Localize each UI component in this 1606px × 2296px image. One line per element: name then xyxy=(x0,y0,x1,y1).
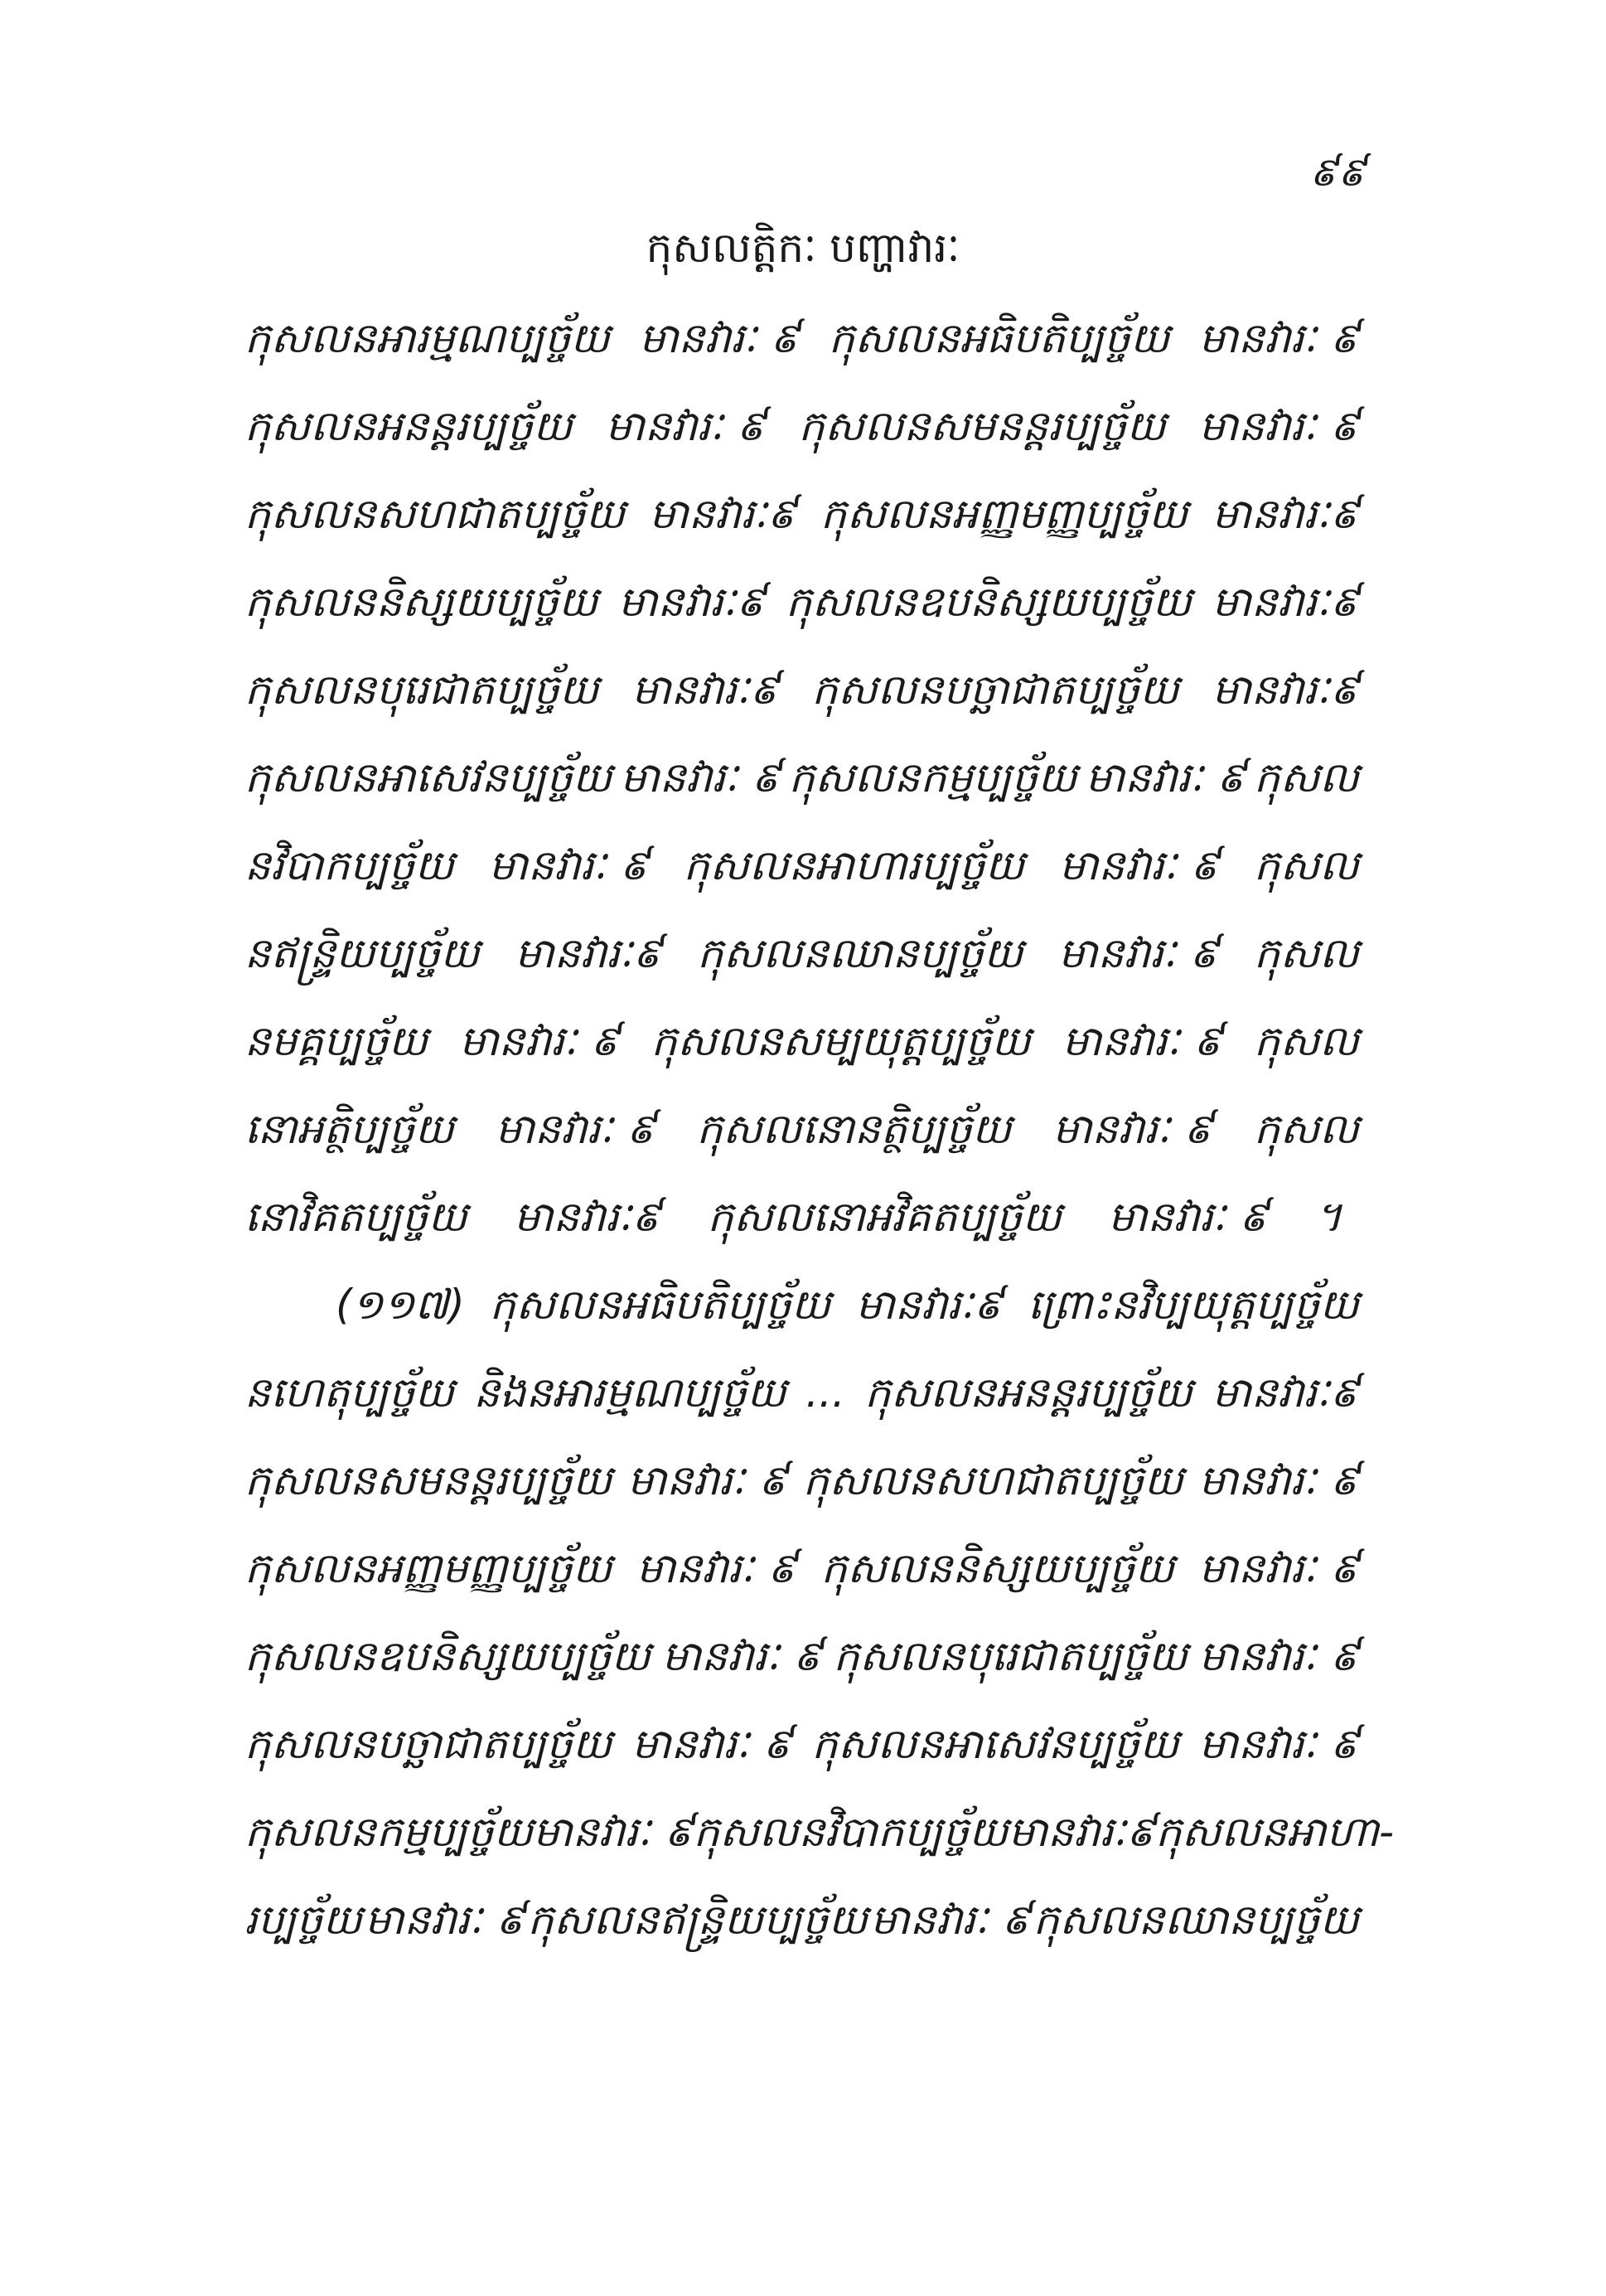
text-segment: មានវារៈ ៩ xyxy=(870,1896,1031,1944)
text-segment: កុសលនឧបនិស្សយប្បច្ច័យ xyxy=(785,578,1192,626)
text-line xyxy=(244,1184,1359,1272)
text-line xyxy=(244,832,1359,920)
text-segment: មានវារៈ ៩ xyxy=(620,753,781,802)
text-segment: កុសលនសហជាតប្បច្ច័យ xyxy=(244,490,626,538)
text-segment: កុសលនអាហារប្បច្ច័យ xyxy=(683,841,1025,889)
text-segment: កុសលននិស្សយប្បច្ច័យ xyxy=(820,1544,1175,1592)
text-segment: កុសលនអាសេវនប្បច្ច័យ xyxy=(811,1720,1179,1768)
text-line xyxy=(244,393,1359,481)
text-segment: មានវារៈ ៩ xyxy=(605,402,766,450)
text-line xyxy=(244,1447,1359,1535)
text-segment: មានវារៈ ៩ xyxy=(1198,1544,1359,1592)
text-segment: មានវារៈ ៩ xyxy=(1198,1632,1359,1680)
text-line xyxy=(244,1096,1359,1184)
text-segment: មានវារៈ ៩ xyxy=(661,1632,822,1680)
text-segment: ព្រោះនវិប្បយុត្តប្បច្ច័យ xyxy=(1028,1281,1359,1329)
text-line xyxy=(244,1008,1359,1096)
text-segment: កុសលនអញ្ញមញ្ញប្បច្ច័យ xyxy=(244,1544,612,1592)
text-segment: រប្បច្ច័យ xyxy=(244,1896,362,1944)
text-line xyxy=(244,1272,1359,1359)
paragraph-number: (១១៧) xyxy=(336,1281,465,1329)
text-segment: មានវារៈ ៩ xyxy=(364,1896,525,1944)
text-segment: កុសលនអនន្តរប្បច្ច័យ xyxy=(244,402,573,450)
text-segment: មានវារៈ ៩ xyxy=(1058,841,1220,889)
text-segment: មានវារៈ៩ xyxy=(1008,1808,1156,1856)
text-segment: មានវារៈ ៩ xyxy=(636,1544,797,1592)
text-segment: កុសលននិស្សយប្បច្ច័យ xyxy=(244,578,598,626)
text-segment: កុសលនកម្មប្បច្ច័យ xyxy=(788,753,1077,802)
text-line xyxy=(244,481,1359,569)
text-segment: មានវារៈ៩ xyxy=(1212,490,1359,538)
text-segment: កុសលនោអវិគតប្បច្ច័យ xyxy=(707,1193,1062,1241)
body-text xyxy=(244,305,1395,1974)
text-segment: កុសល xyxy=(1254,1017,1359,1065)
text-segment: នោវិគតប្បច្ច័យ xyxy=(244,1193,467,1241)
text-segment: មានវារៈ៩ xyxy=(1212,666,1359,714)
text-segment: កុសលនកម្មប្បច្ច័យ xyxy=(244,1808,534,1856)
text-segment: មានវារៈ៩ xyxy=(513,1193,661,1241)
text-segment: កុសលនអារម្មណប្បច្ច័យ xyxy=(244,314,610,362)
text-segment: កុសលនសម្បយុត្តប្បច្ច័យ xyxy=(651,1017,1031,1065)
text-segment: មានវារៈ ៩ xyxy=(1198,1456,1359,1504)
text-segment: មានវារៈ ៩ xyxy=(1062,1017,1223,1065)
text-line xyxy=(244,1711,1359,1799)
text-segment: មានវារៈ ៩ xyxy=(631,1720,792,1768)
text-segment: កុសល xyxy=(1254,929,1359,977)
text-line xyxy=(244,920,1359,1008)
text-segment: កុសលនបុរេជាតប្បច្ច័យ xyxy=(244,666,599,714)
text-segment: មានវារៈ ៩ xyxy=(495,1105,655,1153)
text-segment: មានវារៈ ៩ xyxy=(1198,314,1359,362)
text-segment: មានវារៈ ៩ xyxy=(1085,753,1246,802)
text-segment: កុសលនអាសេវនប្បច្ច័យ xyxy=(244,753,612,802)
text-segment: មានវារៈ៩ xyxy=(631,666,779,714)
text-segment: មានវារៈ ៩ xyxy=(1058,929,1219,977)
text-segment: នវិបាកប្បច្ច័យ xyxy=(244,841,454,889)
text-segment: កុសលនោនត្ថិប្បច្ច័យ xyxy=(696,1105,1012,1153)
text-segment: កុសល xyxy=(1254,1105,1359,1153)
text-line xyxy=(244,744,1359,832)
text-segment: កុសលនសហជាតប្បច្ច័យ xyxy=(802,1456,1184,1504)
text-segment: កុសលនឧបនិស្សយប្បច្ច័យ xyxy=(244,1632,651,1680)
text-segment: កុសលនសមនន្តរប្បច្ច័យ xyxy=(244,1456,612,1504)
text-line xyxy=(244,656,1359,744)
text-segment: នហេតុប្បច្ច័យ xyxy=(244,1368,454,1417)
text-segment: ។ xyxy=(1314,1193,1342,1241)
text-segment: កុសលនបុរេជាតប្បច្ច័យ xyxy=(833,1632,1188,1680)
text-segment: មានវារៈ៩ xyxy=(855,1281,1004,1329)
text-segment: មានវារៈ ៩ xyxy=(1052,1105,1213,1153)
text-segment: និងនអារម្មណប្បច្ច័យ xyxy=(473,1368,786,1417)
text-segment: មានវារៈ ៩ xyxy=(1198,402,1359,450)
text-line xyxy=(244,1887,1359,1974)
page-number: ៩៩ xyxy=(1309,149,1366,196)
text-line xyxy=(244,305,1359,393)
text-segment: កុសលនសមនន្តរប្បច្ច័យ xyxy=(798,402,1166,450)
text-segment: មានវារៈ៩ xyxy=(617,578,766,626)
text-segment: កុសលនបច្ឆាជាតប្បច្ច័យ xyxy=(244,1720,612,1768)
text-segment: កុសលនបច្ឆាជាតប្បច្ច័យ xyxy=(811,666,1179,714)
text-line xyxy=(244,569,1359,656)
text-segment: មានវារៈ៩ xyxy=(649,490,796,538)
text-segment: កុសលនវិបាកប្បច្ច័យ xyxy=(693,1808,1009,1856)
text-segment: នឥន្ទ្រិយប្បច្ច័យ xyxy=(244,929,480,977)
text-line xyxy=(244,1535,1359,1623)
text-segment: កុសលនអនន្តរប្បច្ច័យ xyxy=(864,1368,1192,1417)
text-segment: កុសលនអញ្ញមញ្ញប្បច្ច័យ xyxy=(820,490,1188,538)
text-segment: មានវារៈ ៩ xyxy=(459,1017,620,1065)
text-segment: កុសលនឈានប្បច្ច័យ xyxy=(1033,1896,1359,1944)
text-segment: មានវារៈ ៩ xyxy=(1107,1193,1269,1241)
text-segment: មានវារៈ ៩ xyxy=(488,841,650,889)
text-segment: នមគ្គប្បច្ច័យ xyxy=(244,1017,428,1065)
text-line xyxy=(244,1359,1359,1447)
text-line xyxy=(244,1799,1395,1887)
text-segment: កុសលនឈានប្បច្ច័យ xyxy=(697,929,1023,977)
page-title: កុសលត្តិកៈ បញ្ហាវារៈ xyxy=(646,224,960,272)
text-segment: កុសលនអធិបតិប្បច្ច័យ xyxy=(489,1281,831,1329)
text-segment: កុសលនឥន្ទ្រិយប្បច្ច័យ xyxy=(527,1896,868,1944)
text-segment: មានវារៈ៩ xyxy=(1212,578,1359,626)
text-segment: កុសល xyxy=(1254,753,1359,802)
text-segment: មានវារៈ៩ xyxy=(1212,1368,1359,1417)
text-line xyxy=(244,1623,1359,1711)
text-segment: មានវារៈ៩ xyxy=(515,929,662,977)
text-segment: កុសលនអធិបតិប្បច្ច័យ xyxy=(828,314,1170,362)
text-segment: កុសលនអាហា- xyxy=(1155,1808,1395,1856)
text-segment: នោអត្ថិប្បច្ច័យ xyxy=(244,1105,454,1153)
text-segment: មានវារៈ ៩ xyxy=(1198,1720,1359,1768)
text-segment: មានវារៈ ៩ xyxy=(626,1456,788,1504)
text-segment: ... xyxy=(805,1368,845,1417)
text-segment: មានវារៈ ៩ xyxy=(533,1808,694,1856)
text-segment: មានវារៈ ៩ xyxy=(639,314,800,362)
text-segment: កុសល xyxy=(1254,841,1359,889)
